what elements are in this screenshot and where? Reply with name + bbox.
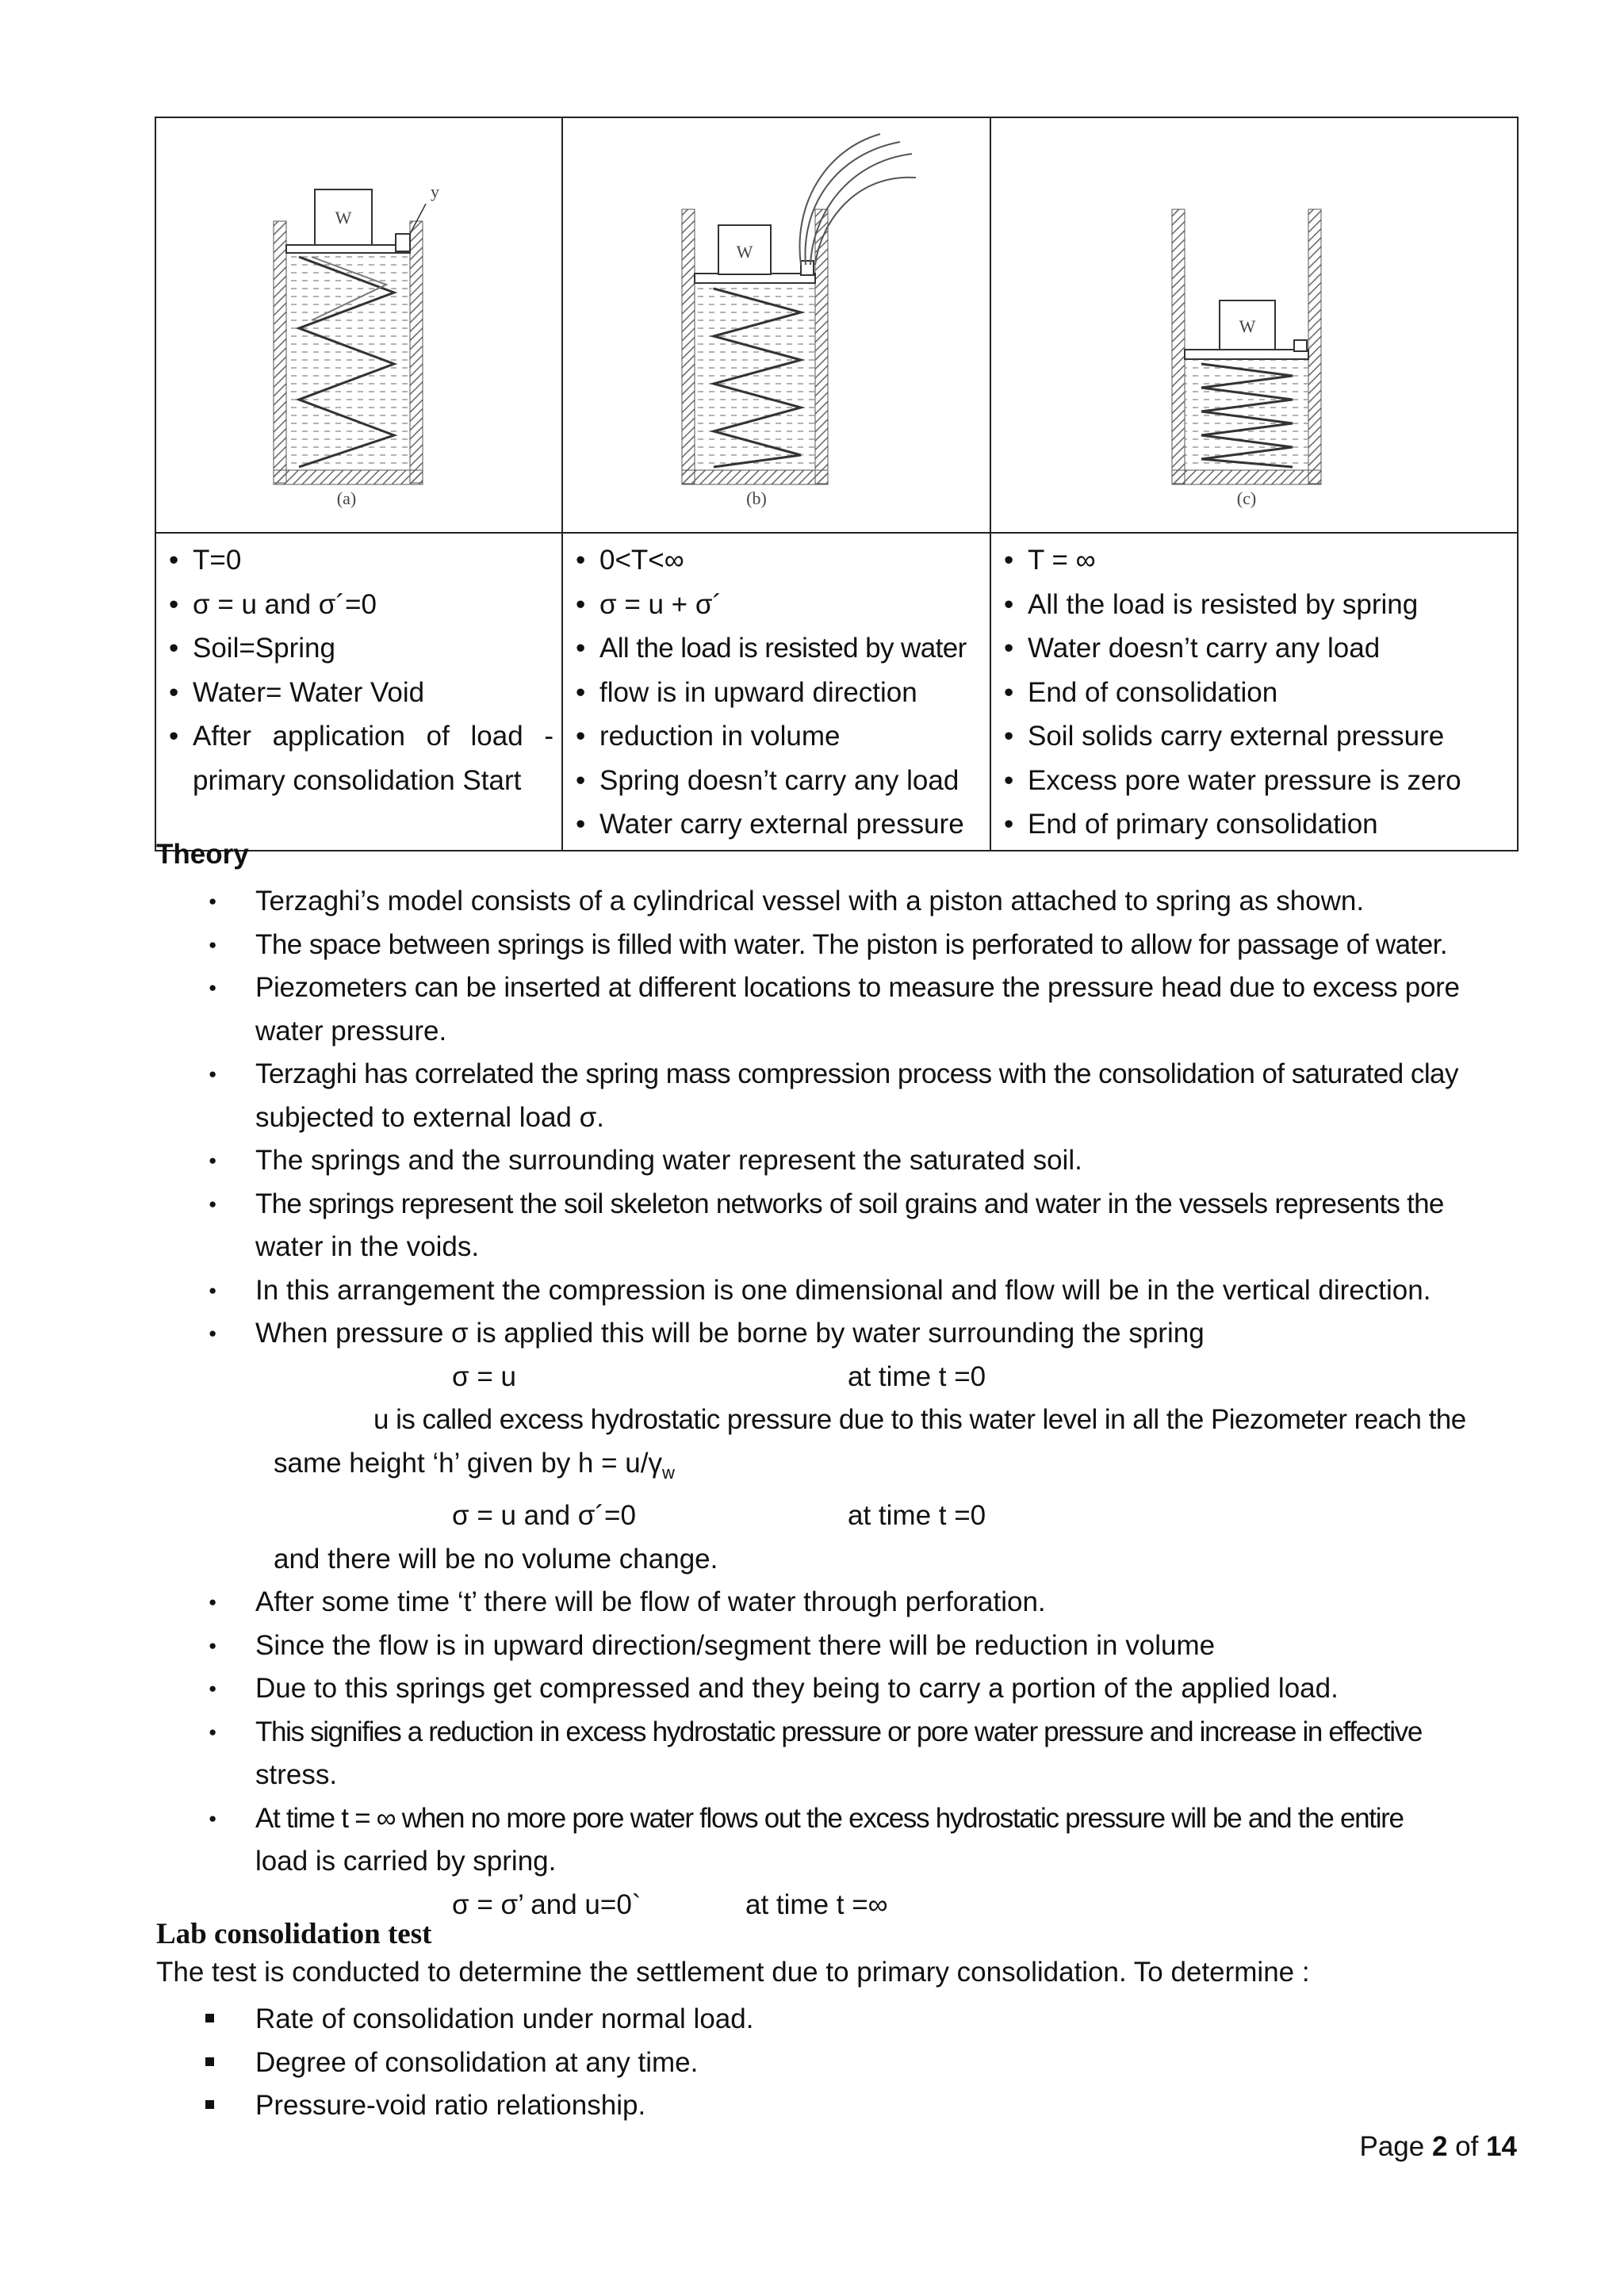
condition-item: • Spring doesn’t carry any load: [576, 759, 982, 803]
conditions-c-list: [1004, 538, 1509, 847]
theory-bullet: ● Since the flow is in upward direction/segment there will be reduction in volume: [156, 1624, 1517, 1668]
figure-a-cell: [155, 117, 562, 533]
theory-bullet: ● Terzaghi’s model consists of a cylindrical vessel with a piston attached to spring as shown.: [156, 880, 1517, 924]
condition-item: • Water carry external pressure: [576, 802, 982, 847]
condition-item: • After application of load - primary consolidation Start: [169, 714, 553, 802]
objective-item: Degree of consolidation at any time.: [156, 2042, 753, 2085]
piezometer-label: y: [431, 182, 439, 201]
figure-c-cell: [990, 117, 1518, 533]
theory-bullet-continuation: stress.: [255, 1759, 338, 1790]
explanation-line: u is called excess hydrostatic pressure due to this water level in all the Piezometer reach the: [373, 1404, 1466, 1435]
theory-bullet-continuation: load is carried by spring.: [255, 1846, 557, 1877]
figure-b-cell: [562, 117, 990, 533]
page-separator: of: [1447, 2131, 1487, 2162]
condition-item: • reduction in volume: [576, 714, 982, 759]
lab-test-intro: The test is conducted to determine the settlement due to primary consolidation. To determine :: [156, 1957, 1310, 1988]
figure-b-label: (b): [746, 488, 767, 508]
figure-a-label: (a): [336, 488, 357, 508]
theory-bullet-continuation: subjected to external load σ.: [255, 1101, 604, 1133]
theory-body: [156, 880, 1517, 1927]
model-figure-table: [155, 117, 1519, 851]
total-pages: 14: [1486, 2131, 1517, 2162]
conditions-b-cell: [562, 533, 990, 851]
weight-label: W: [736, 242, 753, 262]
explanation-line: [156, 1442, 1517, 1495]
explanation-text: same height ‘h’ given by h = u/γ: [274, 1447, 662, 1479]
theory-bullet: ● Piezometers can be inserted at different locations to measure the pressure head due to excess pore: [156, 966, 1517, 1010]
theory-bullet: ● The space between springs is filled with water. The piston is perforated to allow for passage of water.: [156, 924, 1517, 967]
objective-item: Pressure-void ratio relationship.: [156, 2084, 753, 2128]
theory-bullet-continuation: water in the voids.: [255, 1231, 480, 1262]
condition-item: • Water doesn’t carry any load: [1004, 626, 1509, 671]
page-number: [1359, 2131, 1517, 2163]
theory-bullet: ● After some time ‘t’ there will be flow of water through perforation.: [156, 1581, 1517, 1624]
equation-2: [156, 1494, 1517, 1538]
equation-left: σ = u: [452, 1360, 516, 1392]
figure-b-diagram: [563, 118, 991, 532]
equation-left: σ = u and σ´=0: [452, 1500, 636, 1531]
weight-label: W: [1239, 316, 1256, 336]
theory-heading: Theory: [156, 839, 249, 870]
condition-item: • flow is in upward direction: [576, 671, 982, 715]
figure-c-diagram: [991, 118, 1519, 532]
condition-item: • Soil solids carry external pressure: [1004, 714, 1509, 759]
condition-item: • Excess pore water pressure is zero: [1004, 759, 1509, 803]
lab-test-heading: Lab consolidation test: [156, 1918, 432, 1950]
figure-c-label: (c): [1236, 488, 1257, 508]
conditions-c-cell: [990, 533, 1518, 851]
figure-a-diagram: [156, 118, 563, 532]
conditions-a-list: [169, 538, 553, 802]
current-page: 2: [1431, 2131, 1448, 2162]
theory-bullet-continuation: water pressure.: [255, 1015, 447, 1047]
equation-condition: at time t =0: [848, 1500, 986, 1531]
condition-item: • T = ∞: [1004, 538, 1509, 583]
condition-item: • All the load is resisted by water: [576, 626, 982, 671]
equation-condition: at time t =∞: [745, 1888, 888, 1920]
objective-item: Rate of consolidation under normal load.: [156, 1998, 753, 2042]
condition-item: • Water= Water Void: [169, 671, 553, 715]
theory-bullet: ● At time t = ∞ when no more pore water flows out the excess hydrostatic pressure will be and the entire: [156, 1797, 1517, 1841]
lab-test-objectives: [156, 1998, 753, 2128]
theory-bullet: ● This signifies a reduction in excess hydrostatic pressure or pore water pressure and increase in effective: [156, 1711, 1517, 1755]
theory-bullet: ● When pressure σ is applied this will be borne by water surrounding the spring: [156, 1312, 1517, 1356]
explanation-line: and there will be no volume change.: [274, 1543, 718, 1575]
gamma-subscript: w: [661, 1462, 675, 1483]
condition-item: • Soil=Spring: [169, 626, 553, 671]
theory-bullet: ● Due to this springs get compressed and they being to carry a portion of the applied load.: [156, 1667, 1517, 1711]
condition-item: • All the load is resisted by spring: [1004, 583, 1509, 627]
equation-left: σ = σ’ and u=0`: [452, 1888, 642, 1920]
weight-label: W: [335, 208, 352, 228]
theory-bullet: ● In this arrangement the compression is one dimensional and flow will be in the vertical direction.: [156, 1269, 1517, 1313]
equation-1: [156, 1356, 1517, 1399]
condition-item: • End of primary consolidation: [1004, 802, 1509, 847]
condition-item: • 0<T<∞: [576, 538, 982, 583]
condition-item: • End of consolidation: [1004, 671, 1509, 715]
theory-bullet: ● The springs and the surrounding water represent the saturated soil.: [156, 1139, 1517, 1183]
equation-condition: at time t =0: [848, 1360, 986, 1392]
theory-bullet: ● Terzaghi has correlated the spring mass compression process with the consolidation of saturated clay: [156, 1053, 1517, 1096]
condition-item: • σ = u + σ´: [576, 583, 982, 627]
conditions-a-cell: [155, 533, 562, 851]
conditions-b-list: [576, 538, 982, 847]
condition-item: • T=0: [169, 538, 553, 583]
page-prefix: Page: [1359, 2131, 1432, 2162]
condition-item: • σ = u and σ´=0: [169, 583, 553, 627]
theory-bullet: ● The springs represent the soil skeleton networks of soil grains and water in the vessels represents the: [156, 1183, 1517, 1226]
